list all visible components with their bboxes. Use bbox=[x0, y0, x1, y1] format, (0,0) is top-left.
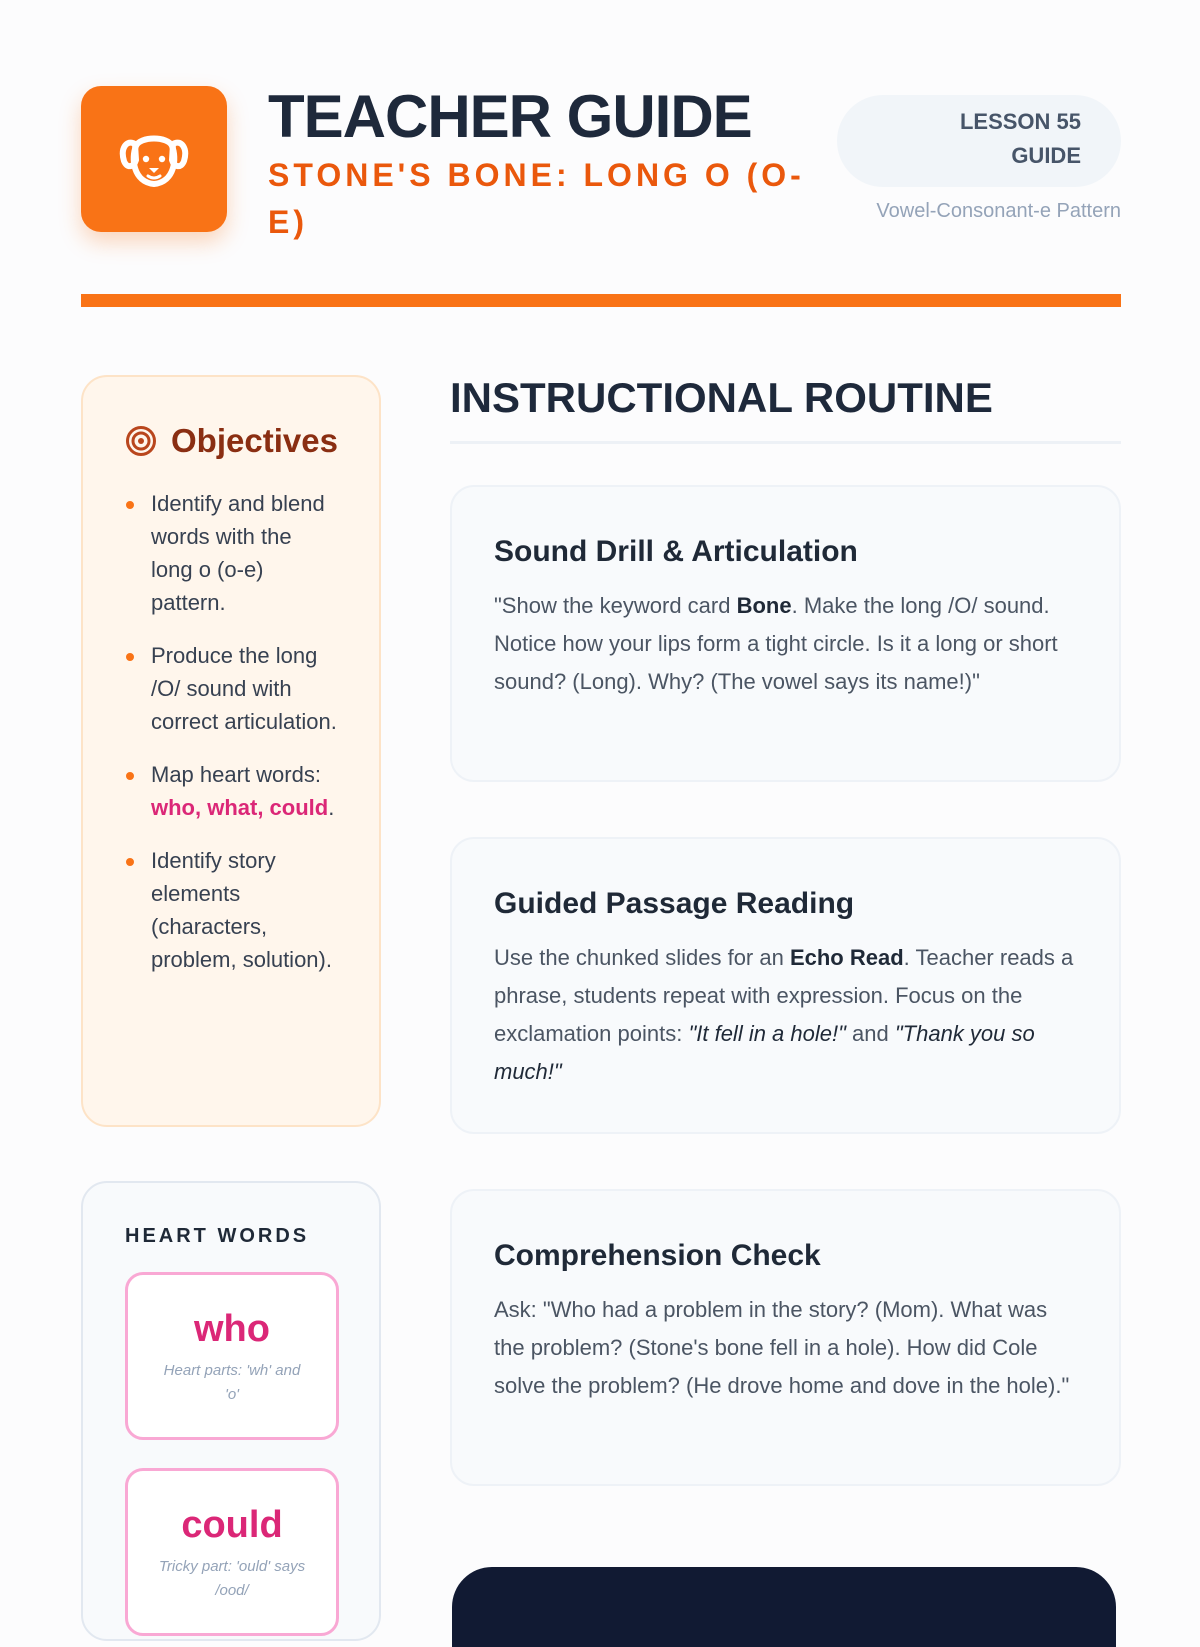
objectives-panel bbox=[81, 375, 381, 1127]
objectives-title: Objectives bbox=[171, 422, 338, 459]
objective-heart-words: who, what, could bbox=[151, 795, 329, 820]
lesson-subtitle: STONE'S BONE: LONG O (O-E) bbox=[268, 157, 805, 240]
text-run: Use the chunked slides for an bbox=[494, 945, 790, 970]
routine-card-text bbox=[494, 939, 1079, 1091]
text-emphasis: Echo Read bbox=[789, 945, 904, 970]
heart-word: who bbox=[194, 1308, 270, 1350]
routine-card-sound-drill bbox=[450, 485, 1121, 782]
objective-heart-prefix: Map heart words: bbox=[151, 762, 321, 787]
routine-card-title: Comprehension Check bbox=[494, 1239, 821, 1272]
pattern-label: Vowel-Consonant-e Pattern bbox=[876, 200, 1121, 222]
target-icon bbox=[125, 425, 157, 457]
heart-word-note: Heart parts: 'wh' and 'o' bbox=[163, 1362, 301, 1403]
heart-words-title: HEART WORDS bbox=[125, 1225, 310, 1247]
routine-card-title: Sound Drill & Articulation bbox=[494, 535, 858, 568]
objective-item bbox=[125, 758, 339, 824]
routine-card-title: Guided Passage Reading bbox=[494, 887, 855, 920]
header-divider bbox=[81, 294, 1121, 307]
routine-card-text: Ask: "Who had a problem in the story? (Mom). What was the problem? (Stone's bone fell in a hole). How did Cole solve the problem? (He drove home and dove in the hole)." bbox=[494, 1297, 1070, 1398]
objectives-header bbox=[125, 421, 339, 461]
objective-item: Identify and blend words with the long o (o-e) pattern. bbox=[125, 487, 339, 619]
header bbox=[81, 83, 1121, 240]
text-run: and bbox=[845, 1021, 895, 1046]
routine-card-text bbox=[494, 587, 1079, 701]
lesson-badge-label: GUIDE bbox=[1011, 143, 1081, 168]
text-run: . Make the long /O/ sound. Notice how your lips form a tight circle. Is it a long or short sound? (Long). Why? (The vowel says its name!)" bbox=[494, 593, 1058, 694]
objective-heart-suffix: . bbox=[328, 795, 335, 820]
heart-words-panel bbox=[81, 1181, 381, 1641]
text-run: . Teacher reads a phrase, students repeat with expression. Focus on the exclamation points: bbox=[494, 945, 1074, 1046]
heart-word-note: Tricky part: 'ould' says /ood/ bbox=[158, 1558, 306, 1599]
objective-item: Produce the long /O/ sound with correct articulation. bbox=[125, 639, 339, 738]
text-emphasis: Bone bbox=[736, 593, 792, 618]
text-run: "Show the keyword card bbox=[494, 593, 737, 618]
lesson-badge-number: LESSON 55 bbox=[959, 109, 1081, 134]
heart-word-card bbox=[125, 1272, 339, 1440]
text-quote: "It fell in a hole!" bbox=[688, 1021, 846, 1046]
section-title: INSTRUCTIONAL ROUTINE bbox=[450, 374, 993, 421]
page-title: TEACHER GUIDE bbox=[268, 83, 752, 150]
dark-panel bbox=[452, 1567, 1116, 1647]
logo-badge bbox=[81, 86, 227, 232]
objectives-list bbox=[125, 487, 339, 976]
routine-card-comprehension bbox=[450, 1189, 1121, 1486]
section-rule bbox=[450, 441, 1121, 444]
routine-card-guided-reading bbox=[450, 837, 1121, 1134]
lesson-badge bbox=[837, 95, 1121, 187]
objective-item: Identify story elements (characters, problem, solution). bbox=[125, 844, 339, 976]
text-quote: "Thank you so much!" bbox=[494, 1021, 1035, 1084]
dog-face-icon bbox=[118, 124, 190, 194]
heart-word: could bbox=[181, 1504, 283, 1546]
heart-word-card bbox=[125, 1468, 339, 1636]
